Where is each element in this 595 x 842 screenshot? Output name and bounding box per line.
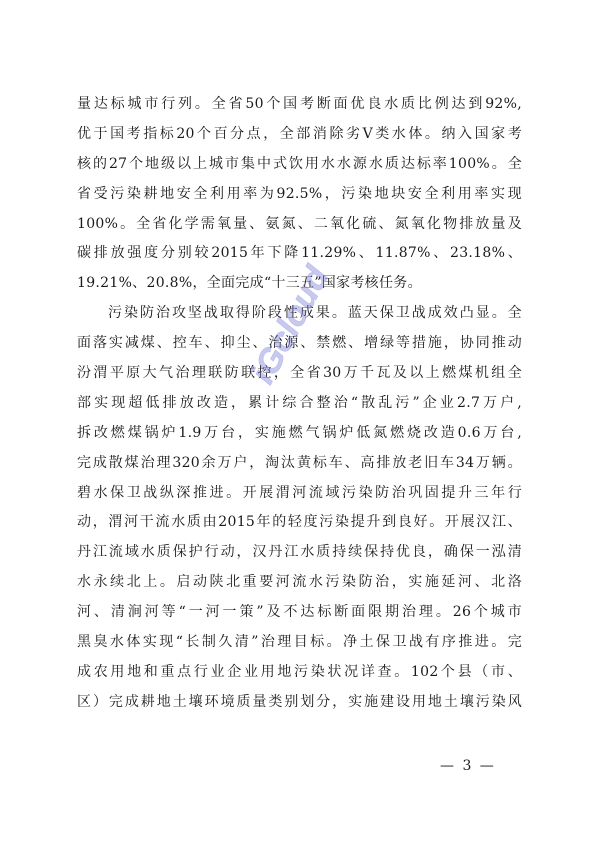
text-line: 区）完成耕地土壤环境质量类别划分，实施建设用地土壤污染风 (77, 693, 522, 710)
text-line: 量达标城市行列。全省50个国考断面优良水质比例达到92%, (77, 96, 522, 112)
paragraph-start-line: 污染防治攻坚战取得阶段性成果。蓝天保卫战成效凸显。全 (108, 305, 522, 322)
text-line: 19.21%、20.8%，全面完成“十三五”国家考核任务。 (77, 275, 422, 292)
text-line: 汾渭平原大气治理联防联控，全省30万千瓦及以上燃煤机组全 (77, 365, 522, 382)
text-line: 核的27个地级以上城市集中式饮用水水源水质达标率100%。全 (77, 155, 522, 172)
text-line: 拆改燃煤锅炉1.9万台，实施燃气锅炉低氮燃烧改造0.6万台, (77, 424, 522, 441)
text-line: 碧水保卫战纵深推进。开展渭河流域污染防治巩固提升三年行 (77, 484, 522, 501)
body-text (77, 90, 522, 718)
text-line: 成农用地和重点行业企业用地污染状况详查。102个县（市、 (77, 663, 522, 680)
page-number: — 3 — (440, 758, 496, 774)
text-line: 部实现超低排放改造，累计综合整治“散乱污”企业2.7万户, (77, 394, 522, 411)
text-line: 100%。全省化学需氧量、氨氮、二氧化硫、氮氧化物排放量及 (77, 215, 522, 232)
text-line: 面落实减煤、控车、抑尘、治源、禁燃、增绿等措施，协同推动 (77, 335, 522, 352)
text-line: 完成散煤治理320余万户，淘汰黄标车、高排放老旧车34万辆。 (77, 454, 522, 471)
text-line: 优于国考指标20个百分点，全部消除劣Ⅴ类水体。纳入国家考 (77, 125, 522, 142)
text-line: 河、清涧河等“一河一策”及不达标断面限期治理。26个城市 (77, 604, 522, 621)
text-line: 丹江流域水质保护行动，汉丹江水质持续保持优良，确保一泓清 (77, 544, 522, 561)
text-line: 黑臭水体实现“长制久清”治理目标。净土保卫战有序推进。完 (77, 634, 522, 651)
text-line: 碳排放强度分别较2015年下降11.29%、11.87%、23.18%、 (77, 245, 522, 262)
text-line: 动，渭河干流水质由2015年的轻度污染提升到良好。开展汉江、 (77, 514, 522, 531)
text-line: 省受污染耕地安全利用率为92.5%，污染地块安全利用率实现 (77, 185, 522, 202)
text-line: 水永续北上。启动陕北重要河流水污染防治，实施延河、北洛 (77, 574, 522, 591)
watermark-text: iGcloud (243, 260, 337, 390)
